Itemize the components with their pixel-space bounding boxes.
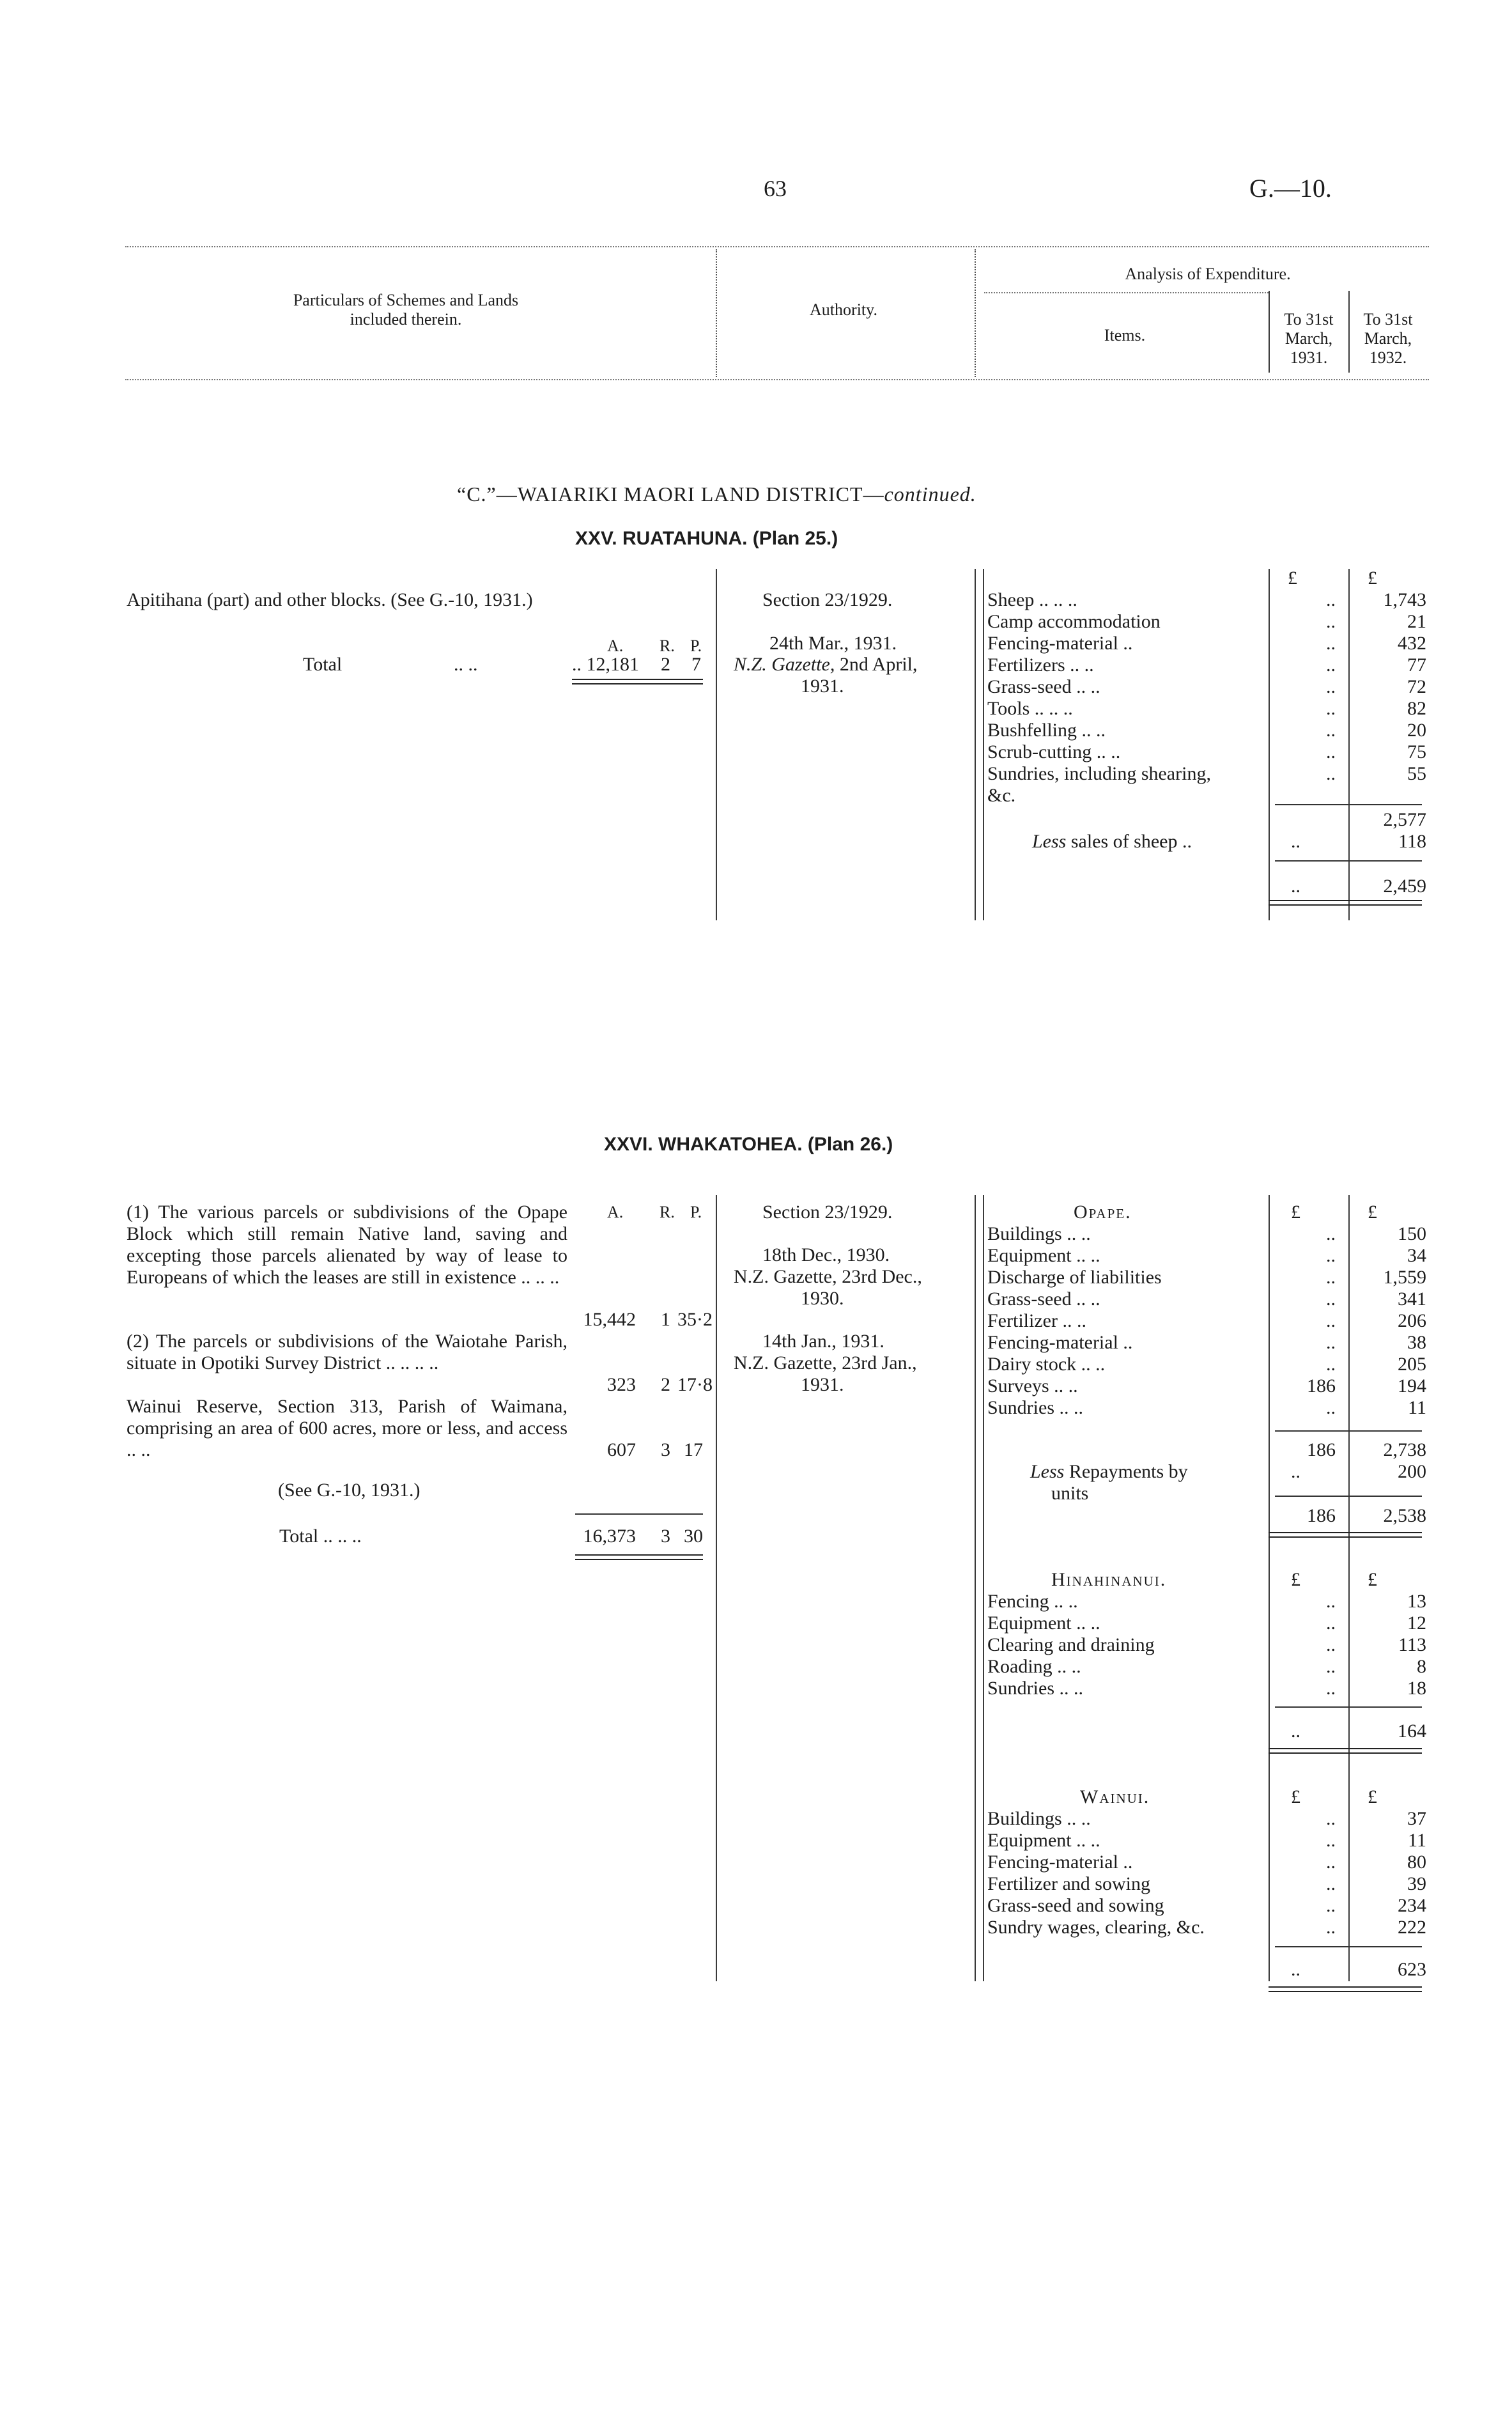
opape-less-1931: .. [1291, 1461, 1300, 1482]
expenditure-item-label: Equipment .. .. [987, 1830, 1100, 1851]
ruatahuna-arp-a: A. [607, 637, 624, 655]
whakatohea-col-divider-1 [716, 1195, 717, 1981]
header-divider-2 [975, 249, 976, 377]
opape-pound-1932: £ [1368, 1202, 1377, 1223]
ruatahuna-title: XXV. RUATAHUNA. (Plan 25.) [575, 528, 838, 549]
expenditure-item-1932: 1,559 [1383, 1267, 1426, 1288]
expenditure-item-1931: .. [1326, 698, 1336, 719]
expenditure-item-label: Fencing-material .. [987, 1852, 1133, 1873]
ruatahuna-gazette-name: N.Z. Gazette, [734, 654, 835, 675]
whakatohea-parcel-1-a: 15,442 [583, 1309, 636, 1330]
whakatohea-parcel-3-r: 3 [661, 1439, 670, 1460]
whakatohea-total-r: 3 [661, 1526, 670, 1547]
opape-net-1932: 2,538 [1383, 1505, 1426, 1526]
ruatahuna-net-1932: 2,459 [1383, 876, 1426, 897]
header-top-rule [125, 246, 1429, 247]
header-analysis: Analysis of Expenditure. [1125, 265, 1291, 283]
header-items: Items. [1104, 326, 1146, 344]
ruatahuna-col-divider-2 [975, 569, 976, 920]
expenditure-item-1932: 20 [1407, 720, 1426, 741]
ruatahuna-col-divider-2b [983, 569, 984, 920]
ruatahuna-subtotal: 2,577 [1383, 809, 1426, 830]
whakatohea-authority-6: N.Z. Gazette, 23rd Jan., [734, 1352, 917, 1373]
whakatohea-arp-r: R. [660, 1203, 675, 1221]
expenditure-item-1931: .. [1326, 1310, 1336, 1331]
expenditure-item-label: Surveys .. .. [987, 1375, 1078, 1396]
expenditure-item-label: Sundry wages, clearing, &c. [987, 1917, 1205, 1938]
whakatohea-parcel-3: Wainui Reserve, Section 313, Parish of Waimana, comprising an area of 600 acres, more or less, and access .. .. [127, 1396, 567, 1460]
ruatahuna-total-a: .. 12,181 [572, 654, 639, 675]
whakatohea-total-label: Total .. .. .. [279, 1526, 362, 1547]
expenditure-item-1931: 186 [1307, 1375, 1336, 1396]
expenditure-item-1931: .. [1326, 1808, 1336, 1829]
expenditure-item-1932: 55 [1407, 763, 1426, 784]
whakatohea-total-rule [575, 1513, 703, 1515]
expenditure-item-1931: .. [1326, 1852, 1336, 1873]
expenditure-item-1931: .. [1326, 1917, 1336, 1938]
opape-pound-1931: £ [1291, 1202, 1300, 1223]
district-title-continued: continued. [884, 483, 976, 506]
expenditure-item-1932: 11 [1408, 1397, 1426, 1418]
expenditure-item-label: Scrub-cutting .. .. [987, 741, 1121, 762]
district-title [457, 483, 976, 505]
hinahinanui-heading: Hinahinanui. [1051, 1569, 1167, 1590]
opape-subtotal-rule [1275, 1430, 1422, 1432]
opape-less-rest: Repayments by [1064, 1461, 1188, 1482]
expenditure-item-1931: .. [1326, 676, 1336, 697]
expenditure-item-1932: 12 [1407, 1612, 1426, 1634]
expenditure-item-label: Fertilizers .. .. [987, 654, 1094, 676]
ruatahuna-authority-2: 24th Mar., 1931. [769, 633, 897, 654]
expenditure-item-1932: 113 [1398, 1634, 1426, 1655]
expenditure-item-1931: .. [1326, 1591, 1336, 1612]
hinahinanui-pound-1932: £ [1368, 1569, 1377, 1590]
header-bottom-rule [125, 379, 1429, 380]
ruatahuna-less-word: Less [1032, 831, 1067, 852]
wainui-total-1931: .. [1291, 1959, 1300, 1980]
expenditure-item-1931: .. [1326, 741, 1336, 762]
expenditure-item-1932: 75 [1407, 741, 1426, 762]
opape-subtotal-1932: 2,738 [1383, 1439, 1426, 1460]
ruatahuna-total-dots: .. .. [454, 654, 478, 675]
expenditure-item-label: Camp accommodation [987, 611, 1161, 632]
expenditure-item-1932: 11 [1408, 1830, 1426, 1851]
opape-less-word: Less [1030, 1461, 1065, 1482]
whakatohea-authority-3: N.Z. Gazette, 23rd Dec., [734, 1266, 922, 1287]
expenditure-item-label: Buildings .. .. [987, 1223, 1091, 1244]
ruatahuna-pound-1931: £ [1288, 568, 1297, 589]
expenditure-item-1931: .. [1326, 1267, 1336, 1288]
ruatahuna-arp-r: R. [660, 637, 675, 655]
analysis-rule [984, 292, 1269, 293]
hinahinanui-total-double-rule [1269, 1748, 1422, 1754]
expenditure-item-label: Sundries .. .. [987, 1678, 1083, 1699]
whakatohea-authority-4: 1930. [801, 1288, 844, 1309]
ruatahuna-authority-3 [734, 654, 918, 676]
expenditure-item-label: Fencing-material .. [987, 633, 1133, 654]
ruatahuna-net-1931: .. [1291, 876, 1300, 897]
wainui-pound-1931: £ [1291, 1786, 1300, 1807]
whakatohea-total-a: 16,373 [583, 1526, 636, 1547]
expenditure-item-1931: .. [1326, 654, 1336, 676]
expenditure-item-label: Grass-seed and sowing [987, 1895, 1164, 1916]
expenditure-item-label: Roading .. .. [987, 1656, 1081, 1677]
expenditure-item-1932: 234 [1398, 1895, 1426, 1916]
expenditure-item-1931: .. [1326, 1895, 1336, 1916]
whakatohea-total-p: 30 [684, 1526, 703, 1547]
hinahinanui-total-rule [1275, 1706, 1422, 1708]
expenditure-item-label: Grass-seed .. .. [987, 1288, 1100, 1310]
expenditure-item-1931: .. [1326, 1288, 1336, 1310]
opape-less-row [1030, 1461, 1188, 1483]
expenditure-item-1932: 82 [1407, 698, 1426, 719]
expenditure-item-1931: .. [1326, 1332, 1336, 1353]
expenditure-item-1931: .. [1326, 1223, 1336, 1244]
whakatohea-authority-1: Section 23/1929. [762, 1202, 893, 1223]
opape-less-line2: units [1051, 1483, 1089, 1504]
expenditure-item-1931: .. [1326, 1873, 1336, 1894]
ruatahuna-net-double-rule [1269, 900, 1422, 906]
expenditure-item-1931: .. [1326, 611, 1336, 632]
ruatahuna-total-p: 7 [691, 654, 701, 675]
opape-less-1932: 200 [1398, 1461, 1426, 1482]
header-authority: Authority. [810, 300, 877, 319]
expenditure-item-label: Clearing and draining [987, 1634, 1155, 1655]
expenditure-item-1931: .. [1326, 589, 1336, 610]
wainui-pound-1932: £ [1368, 1786, 1377, 1807]
whakatohea-parcel-2-a: 323 [607, 1374, 636, 1395]
expenditure-item-label: Bushfelling .. .. [987, 720, 1106, 741]
header-particulars: Particulars of Schemes and Lands included therein. [293, 291, 519, 329]
opape-net-1931: 186 [1307, 1505, 1336, 1526]
ruatahuna-arp-p: P. [690, 637, 702, 655]
hinahinanui-total-1931: .. [1291, 1720, 1300, 1742]
ruatahuna-col-divider-1 [716, 569, 717, 920]
ruatahuna-land: Apitihana (part) and other blocks. (See G.-10, 1931.) [127, 589, 533, 610]
expenditure-item-1931: .. [1326, 633, 1336, 654]
whakatohea-col-divider-2 [975, 1195, 976, 1981]
header-divider-4 [1348, 291, 1350, 373]
expenditure-item-1931: .. [1326, 763, 1336, 784]
expenditure-item-label: Fertilizer and sowing [987, 1873, 1150, 1894]
wainui-total-1932: 623 [1398, 1959, 1426, 1980]
ruatahuna-gazette-date: 2nd April, [835, 654, 918, 675]
expenditure-item-label: Sundries .. .. [987, 1397, 1083, 1418]
opape-net-double-rule [1269, 1532, 1422, 1538]
opape-subtotal-1931: 186 [1307, 1439, 1336, 1460]
expenditure-item-label: Discharge of liabilities [987, 1267, 1162, 1288]
expenditure-item-1932: 34 [1407, 1245, 1426, 1266]
whakatohea-authority-5: 14th Jan., 1931. [762, 1331, 884, 1352]
ruatahuna-authority-1: Section 23/1929. [762, 589, 893, 610]
hinahinanui-total-1932: 164 [1398, 1720, 1426, 1742]
expenditure-item-label: Fencing .. .. [987, 1591, 1078, 1612]
ruatahuna-col-divider-4 [1348, 569, 1350, 920]
expenditure-item-1932: 206 [1398, 1310, 1426, 1331]
expenditure-item-label: Dairy stock .. .. [987, 1354, 1106, 1375]
header-divider-1 [716, 249, 717, 377]
wainui-total-double-rule [1269, 1986, 1422, 1992]
ruatahuna-col-divider-3 [1269, 569, 1270, 920]
wainui-total-rule [1275, 1946, 1422, 1947]
whakatohea-arp-p: P. [690, 1203, 702, 1221]
wainui-heading: Wainui. [1080, 1786, 1150, 1807]
expenditure-item-1932: 39 [1407, 1873, 1426, 1894]
expenditure-item-1932: 8 [1417, 1656, 1426, 1677]
whakatohea-parcel-2: (2) The parcels or subdivisions of the Waiotahe Parish, situate in Opotiki Survey District .. .. .. .. [127, 1331, 567, 1373]
expenditure-item-1931: .. [1326, 720, 1336, 741]
expenditure-item-1932: 1,743 [1383, 589, 1426, 610]
whakatohea-col-divider-2b [983, 1195, 984, 1981]
ruatahuna-net-rule [1275, 860, 1422, 862]
whakatohea-title: XXVI. WHAKATOHEA. (Plan 26.) [604, 1134, 893, 1155]
expenditure-item-label: Sheep .. .. .. [987, 589, 1077, 610]
expenditure-item-1932: 194 [1398, 1375, 1426, 1396]
ruatahuna-total-label: Total [303, 654, 343, 675]
header-divider-3 [1269, 291, 1270, 373]
expenditure-item-1932: 150 [1398, 1223, 1426, 1244]
ruatahuna-less-1931: .. [1291, 831, 1300, 852]
expenditure-item-1931: .. [1326, 1245, 1336, 1266]
ruatahuna-less-1932: 118 [1398, 831, 1426, 852]
whakatohea-see-ref: (See G.-10, 1931.) [278, 1480, 420, 1501]
hinahinanui-pound-1931: £ [1291, 1569, 1300, 1590]
expenditure-item-1932: 80 [1407, 1852, 1426, 1873]
whakatohea-authority-7: 1931. [801, 1374, 844, 1395]
header-col-1932: To 31st March, 1932. [1363, 310, 1413, 367]
whakatohea-parcel-3-p: 17 [684, 1439, 703, 1460]
ruatahuna-less-rest: sales of sheep .. [1066, 831, 1192, 852]
whakatohea-parcel-2-r: 2 [661, 1374, 670, 1395]
expenditure-item-1932: 432 [1398, 633, 1426, 654]
whakatohea-arp-a: A. [607, 1203, 624, 1221]
expenditure-item-1931: .. [1326, 1634, 1336, 1655]
ruatahuna-pound-1932: £ [1368, 568, 1377, 589]
expenditure-item-1932: 222 [1398, 1917, 1426, 1938]
expenditure-item-label: Tools .. .. .. [987, 698, 1073, 719]
page-code: G.—10. [1249, 174, 1332, 203]
expenditure-item-label: Sundries, including shearing, [987, 763, 1211, 784]
expenditure-item-1932: 38 [1407, 1332, 1426, 1353]
whakatohea-authority-2: 18th Dec., 1930. [762, 1244, 890, 1265]
opape-net-rule [1275, 1496, 1422, 1497]
expenditure-item-label: Fertilizer .. .. [987, 1310, 1086, 1331]
expenditure-item-1932: 205 [1398, 1354, 1426, 1375]
whakatohea-total-double-rule [575, 1554, 703, 1560]
expenditure-item-1932: 18 [1407, 1678, 1426, 1699]
expenditure-item-1931: .. [1326, 1830, 1336, 1851]
whakatohea-col-divider-4 [1348, 1195, 1350, 1981]
expenditure-item-1931: .. [1326, 1612, 1336, 1634]
page-number: 63 [764, 176, 787, 201]
whakatohea-parcel-2-p: 17·8 [677, 1374, 713, 1395]
expenditure-item-label: Equipment .. .. [987, 1245, 1100, 1266]
expenditure-item-1932: 21 [1407, 611, 1426, 632]
expenditure-item-1932: 72 [1407, 676, 1426, 697]
expenditure-item-label: Buildings .. .. [987, 1808, 1091, 1829]
expenditure-item-1932: 37 [1407, 1808, 1426, 1829]
expenditure-item-1931: .. [1326, 1354, 1336, 1375]
ruatahuna-less-row [1032, 831, 1192, 853]
opape-heading: Opape. [1074, 1202, 1132, 1223]
expenditure-item-label: Equipment .. .. [987, 1612, 1100, 1634]
expenditure-item-1931: .. [1326, 1678, 1336, 1699]
ruatahuna-subtotal-rule [1275, 804, 1422, 805]
expenditure-item-1931: .. [1326, 1656, 1336, 1677]
expenditure-item-label: &c. [987, 785, 1016, 806]
expenditure-item-1932: 341 [1398, 1288, 1426, 1310]
ruatahuna-total-r: 2 [661, 654, 670, 675]
ruatahuna-authority-4: 1931. [801, 676, 844, 697]
ruatahuna-total-double-rule [572, 679, 703, 684]
expenditure-item-1931: .. [1326, 1397, 1336, 1418]
header-col-1931: To 31st March, 1931. [1284, 310, 1334, 367]
whakatohea-parcel-1: (1) The various parcels or subdivisions of the Opape Block which still remain Native land, saving and excepting those parcels alienated by way of lease to Europeans of which the leases are still in existence .. .. .. [127, 1202, 567, 1288]
expenditure-item-1932: 13 [1407, 1591, 1426, 1612]
whakatohea-col-divider-3 [1269, 1195, 1270, 1981]
whakatohea-parcel-3-a: 607 [607, 1439, 636, 1460]
expenditure-item-1932: 77 [1407, 654, 1426, 676]
whakatohea-parcel-1-p: 35·2 [677, 1309, 713, 1330]
expenditure-item-label: Grass-seed .. .. [987, 676, 1100, 697]
expenditure-item-label: Fencing-material .. [987, 1332, 1133, 1353]
whakatohea-parcel-1-r: 1 [661, 1309, 670, 1330]
district-title-main: “C.”—WAIARIKI MAORI LAND DISTRICT— [457, 483, 884, 506]
